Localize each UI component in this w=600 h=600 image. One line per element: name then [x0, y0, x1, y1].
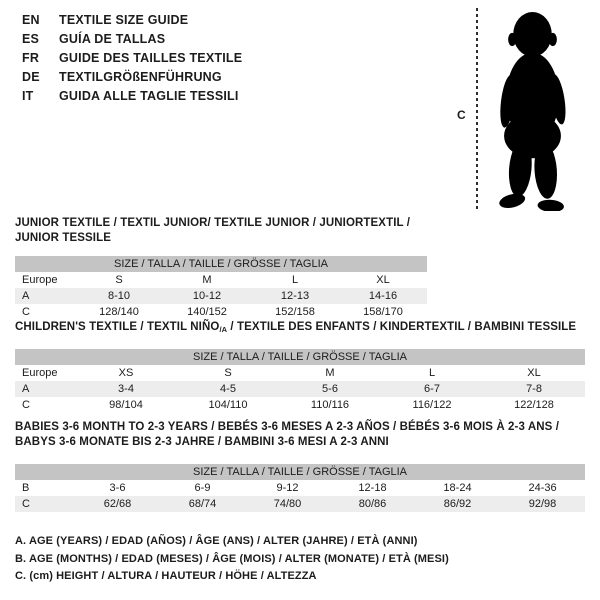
table-row [15, 381, 585, 397]
junior-title: JUNIOR TEXTILE / TEXTIL JUNIOR/ TEXTILE JUNIOR / JUNIORTEXTIL / JUNIOR TESSILE [15, 217, 411, 244]
lang-label: GUIDE DES TAILLES TEXTILE [59, 51, 243, 65]
height-cell: 140/152 [187, 306, 227, 318]
age-cell: 7-8 [483, 381, 585, 397]
table-row [15, 496, 585, 512]
size-cell: S [224, 367, 232, 379]
lang-label: GUÍA DE TALLAS [59, 32, 166, 46]
size-cell: XL [376, 274, 390, 286]
junior-size-table [15, 256, 427, 320]
months-cell: 18-24 [443, 482, 472, 494]
table-row [15, 272, 427, 288]
height-cell: 128/140 [99, 306, 139, 318]
height-cell: 86/92 [415, 496, 500, 512]
age-cell: 6-7 [381, 381, 483, 397]
row-label: B [22, 482, 30, 494]
height-cell: 92/98 [500, 496, 585, 512]
size-cell: XL [527, 367, 541, 379]
months-cell: 24-36 [528, 482, 557, 494]
language-header [22, 11, 242, 106]
children-title [15, 320, 585, 337]
size-band-label: SIZE / TALLA / TAILLE / GRÖSSE / TAGLIA [15, 256, 427, 272]
age-cell: 12-13 [251, 288, 339, 304]
age-cell: 10-12 [163, 288, 251, 304]
table-row [15, 304, 427, 320]
lang-row-en [22, 11, 242, 30]
row-label: Europe [22, 274, 58, 286]
lang-code: ES [22, 32, 40, 46]
size-cell: M [325, 367, 335, 379]
size-band-row [15, 349, 585, 365]
size-band-row [15, 464, 585, 480]
height-cell: 104/110 [208, 399, 248, 411]
babies-size-table [15, 464, 585, 512]
lang-row-fr [22, 49, 242, 68]
height-cell: 110/116 [310, 399, 350, 411]
height-cell: 116/122 [412, 399, 452, 411]
babies-title-line1: BABIES 3-6 MONTH TO 2-3 YEARS / BEBÉS 3-6 MESES A 2-3 AÑOS / BÉBÉS 3-6 MOIS À 2-3 ANS / [15, 421, 559, 433]
height-cell: 68/74 [160, 496, 245, 512]
age-cell: 14-16 [339, 288, 427, 304]
row-label: C [15, 496, 75, 512]
height-cell: 80/86 [330, 496, 415, 512]
row-label: A [15, 381, 75, 397]
size-cell: L [291, 274, 299, 286]
note-age-years: A. AGE (YEARS) / EDAD (AÑOS) / ÂGE (ANS) / ALTER (JAHRE) / ETÀ (ANNI) [15, 535, 418, 547]
age-cell: 8-10 [75, 288, 163, 304]
lang-label: TEXTILE SIZE GUIDE [59, 13, 189, 27]
height-measure-figure [455, 8, 590, 214]
babies-title-line2: BABYS 3-6 MONATE BIS 2-3 JAHRE / BAMBINI 3-6 MESI A 2-3 ANNI [15, 436, 389, 448]
height-cell: 62/68 [75, 496, 160, 512]
measure-c-label: C [457, 108, 466, 122]
height-dashed-line [476, 8, 478, 209]
lang-code: EN [22, 13, 40, 27]
children-title-post: / TEXTILE DES ENFANTS / KINDERTEXTIL / BAMBINI TESSILE [227, 321, 577, 333]
lang-row-it [22, 87, 242, 106]
children-title-sub: /A [219, 325, 228, 334]
babies-textile-section [15, 420, 585, 512]
table-row [15, 480, 585, 496]
height-cell: 74/80 [245, 496, 330, 512]
toddler-silhouette-icon [481, 8, 584, 211]
lang-label: GUIDA ALLE TAGLIE TESSILI [59, 89, 239, 103]
lang-code: IT [22, 89, 34, 103]
size-cell: XS [118, 367, 134, 379]
lang-code: DE [22, 70, 40, 84]
table-row [15, 397, 585, 413]
row-label: C [22, 306, 30, 318]
lang-row-de [22, 68, 242, 87]
row-label: A [15, 288, 75, 304]
junior-textile-section [15, 216, 427, 320]
note-height-cm: C. (cm) HEIGHT / ALTURA / HAUTEUR / HÖHE / ALTEZZA [15, 570, 317, 582]
height-cell: 122/128 [514, 399, 554, 411]
lang-label: TEXTILGRÖßENFÜHRUNG [59, 70, 222, 84]
height-cell: 98/104 [109, 399, 143, 411]
lang-row-es [22, 30, 242, 49]
row-label: C [22, 399, 30, 411]
size-band-label: SIZE / TALLA / TAILLE / GRÖSSE / TAGLIA [15, 349, 585, 365]
age-cell: 3-4 [75, 381, 177, 397]
months-cell: 12-18 [358, 482, 387, 494]
size-cell: L [428, 367, 436, 379]
table-row [15, 288, 427, 304]
children-title-pre: CHILDREN'S TEXTILE / TEXTIL NIÑO [15, 321, 220, 333]
lang-code: FR [22, 51, 40, 65]
months-cell: 3-6 [109, 482, 126, 494]
height-cell: 158/170 [363, 306, 403, 318]
children-textile-section [15, 320, 585, 413]
age-cell: 5-6 [279, 381, 381, 397]
size-cell: S [115, 274, 123, 286]
height-cell: 152/158 [275, 306, 315, 318]
size-band-row [15, 256, 427, 272]
size-band-label: SIZE / TALLA / TAILLE / GRÖSSE / TAGLIA [15, 464, 585, 480]
size-cell: M [202, 274, 212, 286]
legend-notes [15, 533, 449, 586]
months-cell: 9-12 [276, 482, 299, 494]
age-cell: 4-5 [177, 381, 279, 397]
children-size-table [15, 349, 585, 413]
months-cell: 6-9 [194, 482, 211, 494]
table-row [15, 365, 585, 381]
note-age-months: B. AGE (MONTHS) / EDAD (MESES) / ÂGE (MOIS) / ALTER (MONATE) / ETÀ (MESI) [15, 552, 449, 565]
row-label: Europe [22, 367, 58, 379]
